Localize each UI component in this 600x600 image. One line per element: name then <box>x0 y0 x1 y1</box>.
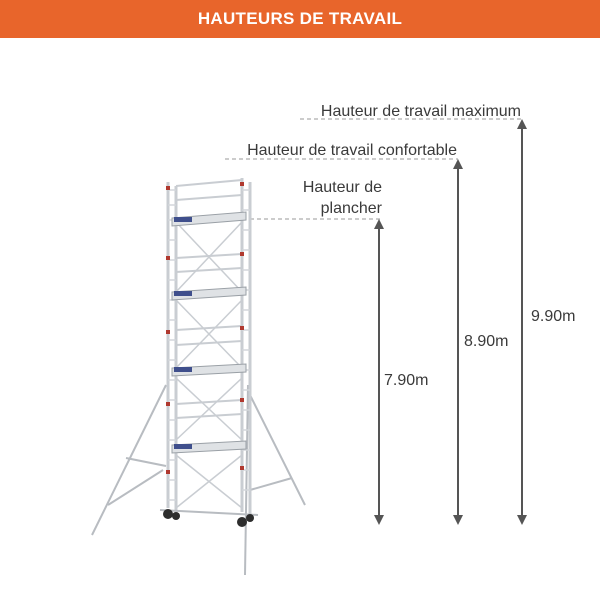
page-title: HAUTEURS DE TRAVAIL <box>197 9 403 28</box>
label-plancher-line2: plancher <box>320 200 382 217</box>
uprights <box>168 178 250 516</box>
value-confortable: 8.90m <box>464 333 509 350</box>
label-confortable: Hauteur de travail confortable <box>247 142 457 159</box>
scaffold-illustration <box>92 178 305 575</box>
stabilizers <box>92 385 305 575</box>
value-plancher: 7.90m <box>384 372 429 389</box>
value-maximum: 9.90m <box>531 308 576 325</box>
label-maximum: Hauteur de travail maximum <box>320 103 521 120</box>
label-plancher-line1: Hauteur de <box>302 179 382 196</box>
